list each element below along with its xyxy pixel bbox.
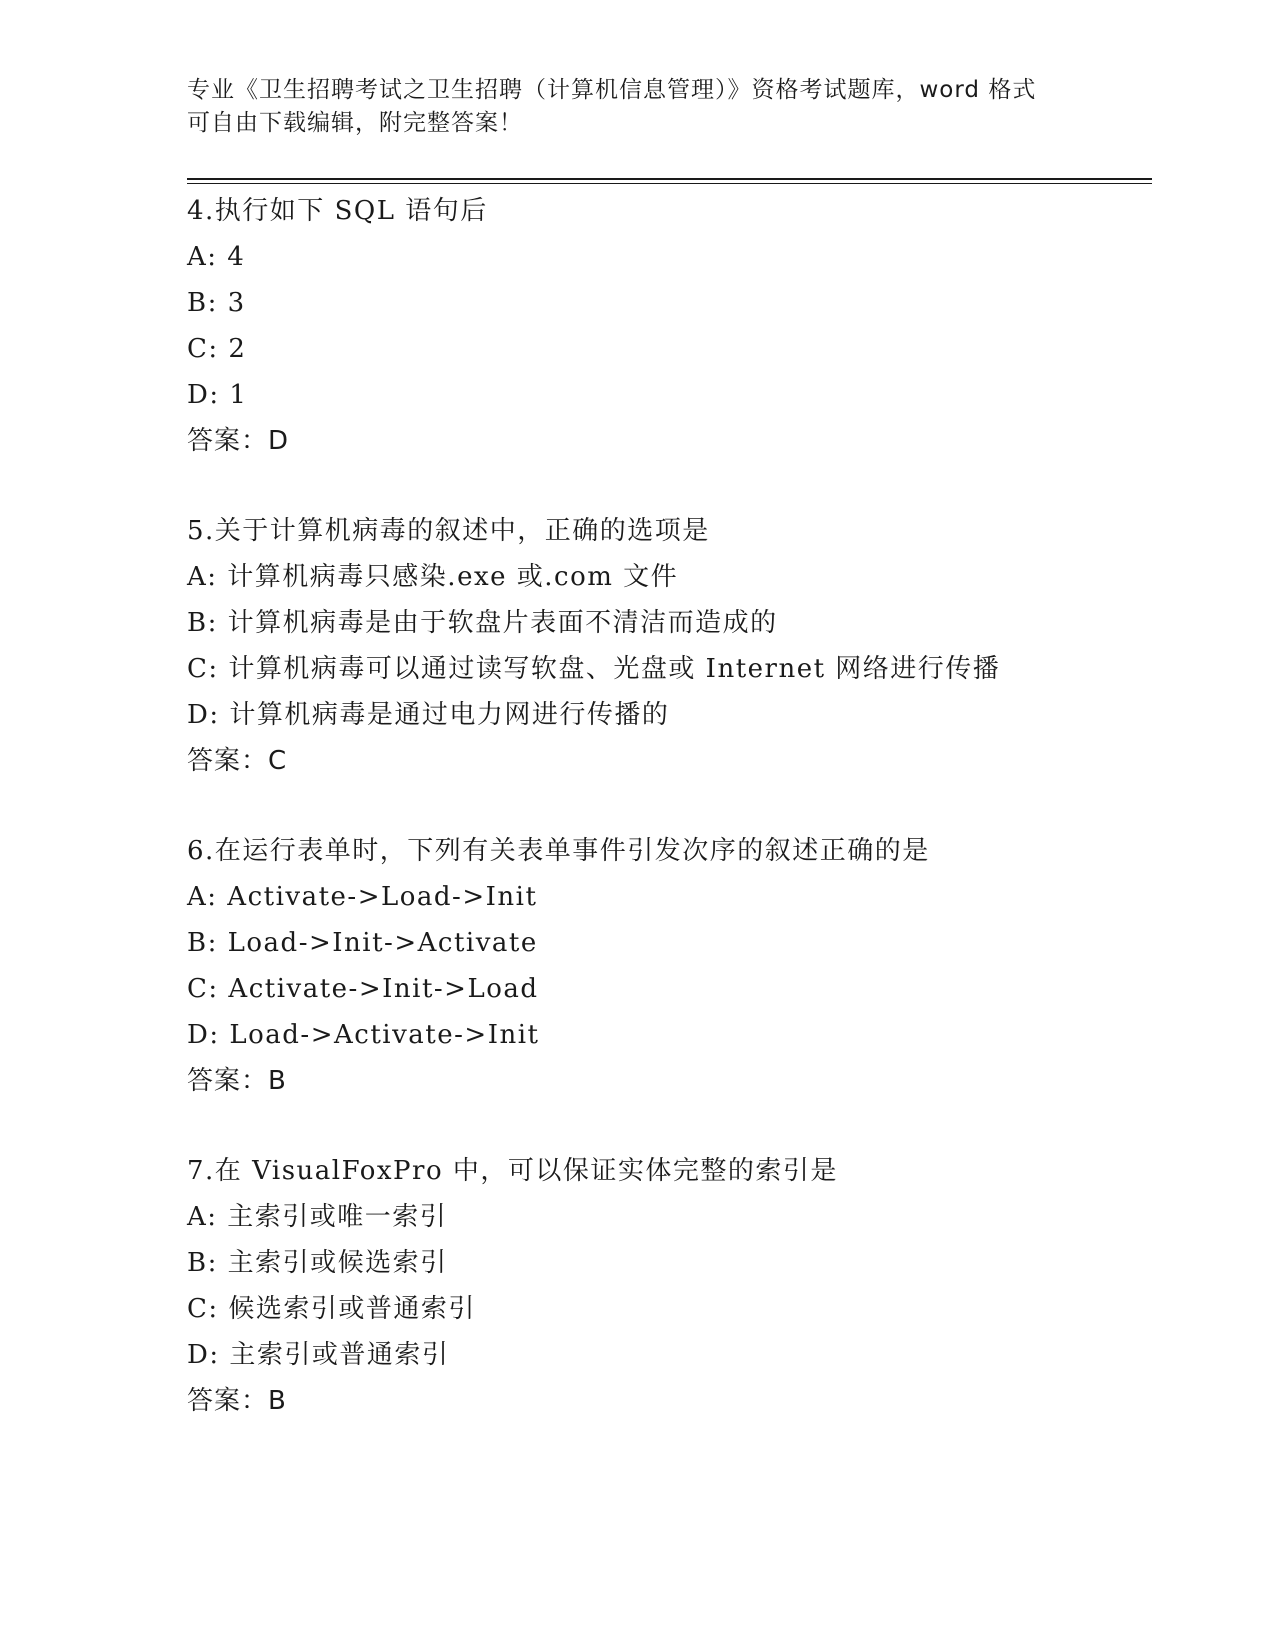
option-a: A: 主索引或唯一索引 xyxy=(187,1202,448,1232)
option-c: C: 2 xyxy=(187,334,247,364)
option-a: A: 计算机病毒只感染.exe 或.com 文件 xyxy=(187,562,679,592)
question-7 xyxy=(187,1148,1152,1424)
option-c: C: 候选索引或普通索引 xyxy=(187,1294,476,1324)
question-stem: 4.执行如下 SQL 语句后 xyxy=(187,196,488,226)
answer: 答案：B xyxy=(187,1386,287,1416)
option-d: D: 1 xyxy=(187,380,248,410)
option-b: B: 主索引或候选索引 xyxy=(187,1248,448,1278)
option-b: B: Load->Init->Activate xyxy=(187,928,538,958)
question-stem: 6.在运行表单时，下列有关表单事件引发次序的叙述正确的是 xyxy=(187,836,930,866)
option-d: D: 计算机病毒是通过电力网进行传播的 xyxy=(187,700,670,730)
question-list xyxy=(187,188,1152,1468)
header-divider-thick xyxy=(187,178,1152,180)
answer: 答案：D xyxy=(187,426,290,456)
header-line-2: 可自由下载编辑，附完整答案！ xyxy=(187,110,523,136)
option-b: B: 3 xyxy=(187,288,246,318)
option-c: C: Activate->Init->Load xyxy=(187,974,539,1004)
option-d: D: 主索引或普通索引 xyxy=(187,1340,450,1370)
document-header xyxy=(187,74,1087,140)
option-a: A: Activate->Load->Init xyxy=(187,882,538,912)
answer: 答案：B xyxy=(187,1066,287,1096)
option-c: C: 计算机病毒可以通过读写软盘、光盘或 Internet 网络进行传播 xyxy=(187,654,1001,684)
question-stem: 5.关于计算机病毒的叙述中，正确的选项是 xyxy=(187,516,710,546)
question-6 xyxy=(187,828,1152,1104)
answer: 答案：C xyxy=(187,746,288,776)
option-a: A: 4 xyxy=(187,242,246,272)
header-divider-thin xyxy=(187,183,1152,184)
option-b: B: 计算机病毒是由于软盘片表面不清洁而造成的 xyxy=(187,608,778,638)
question-4 xyxy=(187,188,1152,464)
header-line-1: 专业《卫生招聘考试之卫生招聘（计算机信息管理）》资格考试题库，word 格式 xyxy=(187,77,1037,103)
option-d: D: Load->Activate->Init xyxy=(187,1020,540,1050)
question-5 xyxy=(187,508,1152,784)
question-stem: 7.在 VisualFoxPro 中，可以保证实体完整的索引是 xyxy=(187,1156,838,1186)
